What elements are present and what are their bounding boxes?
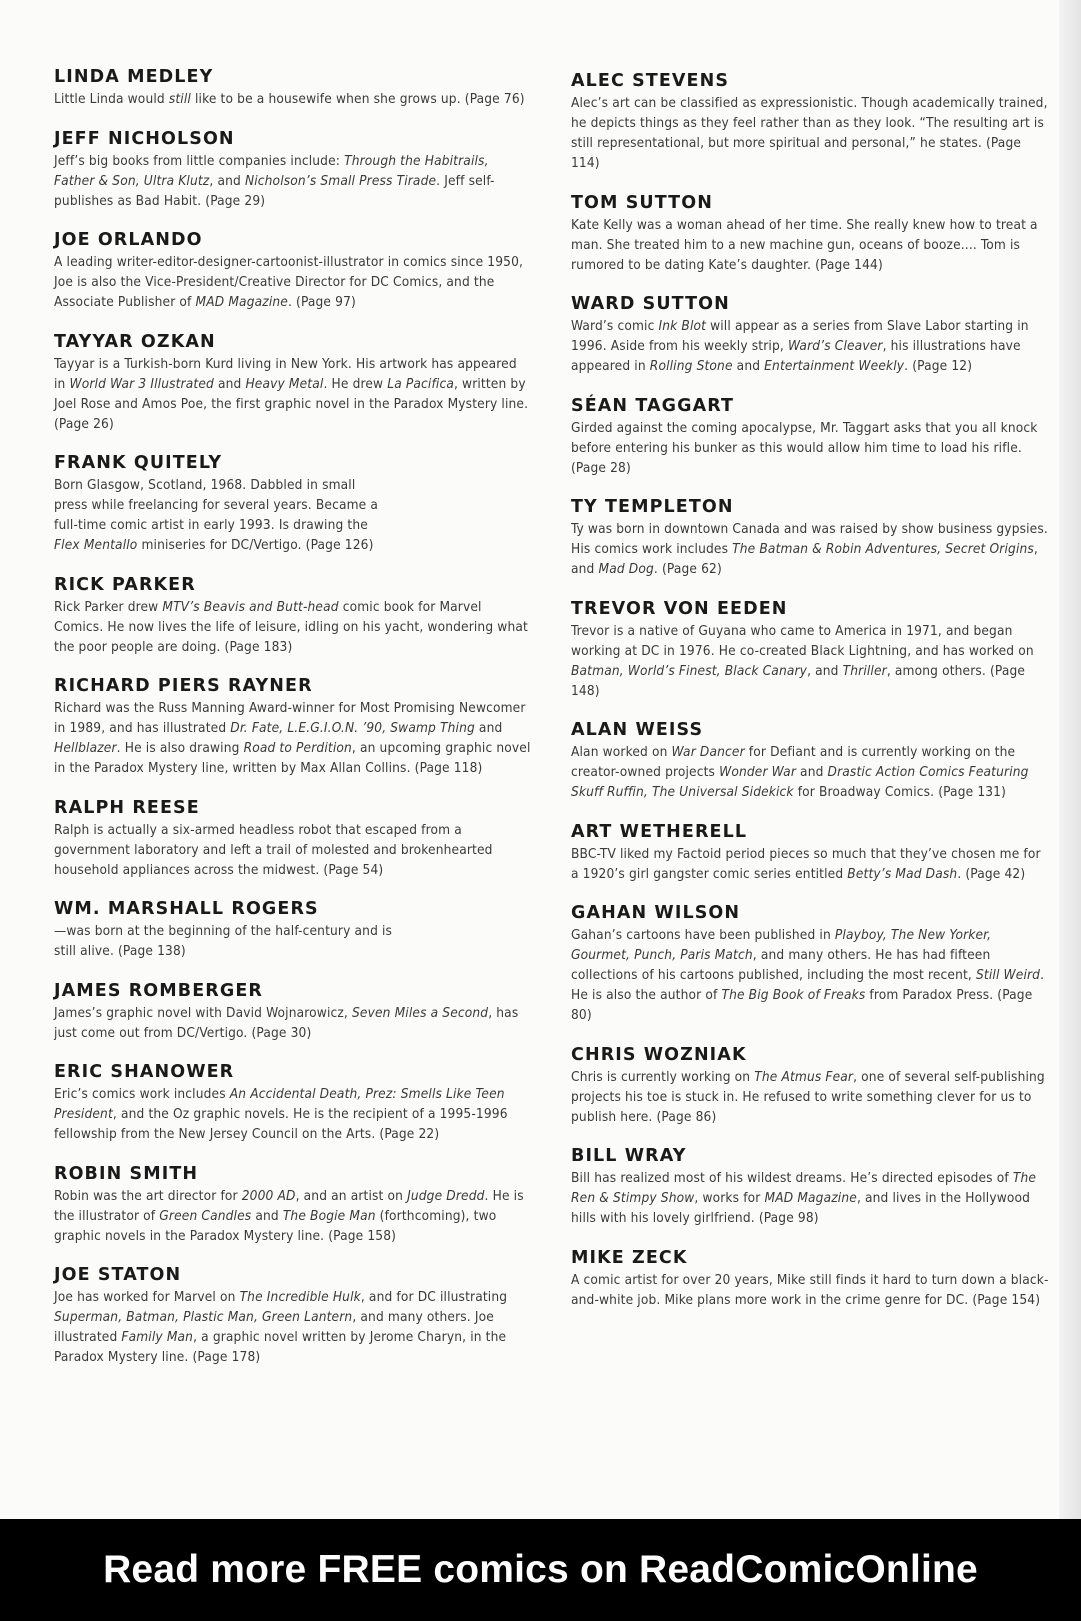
contributor-name: GAHAN WILSON [571,903,741,923]
page-edge-shadow [1059,0,1081,1519]
contributor-bio: Eric’s comics work includes An Accidental Death, Prez: Smells Like Teen President, and the Oz graphic novels. He is the recipient of a 1995-1996 fellowship from the New Jersey Council on the Arts. (Page 22) [54,1086,508,1142]
contributor-bio: Richard was the Russ Manning Award-winner for Most Promising Newcomer in 1989, and has illustrated Dr. Fate, L.E.G.I.O.N. ’90, Swamp Thing and Hellblazer. He is also drawing Road to Perdition, an upcoming graphic novel in the Paradox Mystery line, written by Max Allan Collins. (Page 118) [54,700,531,776]
contributor-entry [571,496,1051,579]
contributor-name: ART WETHERELL [571,821,748,842]
contributor-entry [54,980,532,1043]
contributor-name: WM. MARSHALL ROGERS [54,899,319,919]
contributor-entry [571,719,1051,802]
contributor-entry [571,598,1051,701]
contributor-name: RALPH REESE [54,797,200,818]
contributor-entry [571,293,1051,376]
contributor-name: ERIC SHANOWER [54,1062,235,1082]
contributor-name: FRANK QUITELY [54,453,223,473]
contributor-name: SÉAN TAGGART [571,395,735,416]
contributor-name: JOE STATON [54,1265,182,1285]
contributor-entry [54,229,532,312]
contributor-bio: Girded against the coming apocalypse, Mr. Taggart asks that you all knock before entering his bunker as this would allow him time to load his rifle. (Page 28) [571,419,1038,476]
readcomiconline-banner[interactable]: Read more FREE comics on ReadComicOnline [0,1519,1081,1621]
contributor-entry [54,1163,532,1246]
contributor-entry [571,1247,1051,1310]
contributor-name: ALAN WEISS [571,720,704,740]
contributor-name: CHRIS WOZNIAK [571,1044,747,1065]
contributor-entry [54,1061,532,1144]
contributor-bio: A leading writer-editor-designer-cartoonist-illustrator in comics since 1950, Joe is also the Vice-President/Creative Director for DC Comics, and the Associate Publisher of MAD Magazine. (Page 97) [54,254,524,310]
contributor-bio: Robin was the art director for 2000 AD, and an artist on Judge Dredd. He is the illustrator of Green Candles and The Bogie Man (forthcoming), two graphic novels in the Paradox Mystery line. (Page 158) [54,1187,524,1244]
contributor-bio: Tayyar is a Turkish-born Kurd living in New York. His artwork has appeared in World War 3 Illustrated and Heavy Metal. He drew La Pacifica, written by Joel Rose and Amos Poe, the first graphic novel in the Paradox Mystery line. (Page 26) [54,355,529,432]
contributor-bio: BBC-TV liked my Factoid period pieces so much that they’ve chosen me for a 1920’s girl gangster comic series entitled Betty’s Mad Dash. (Page 42) [571,845,1041,882]
contributor-name: ALEC STEVENS [571,71,730,91]
contributor-bio: Joe has worked for Marvel on The Incredible Hulk, and for DC illustrating Superman, Batman, Plastic Man, Green Lantern, and many others. Joe illustrated Family Man, a graphic novel written by Jerome Charyn, in the Paradox Mystery line. (Page 178) [54,1289,508,1365]
contributor-bio: A comic artist for over 20 years, Mike still finds it hard to turn down a black-and-white job. Mike plans more work in the crime genre for DC. (Page 154) [571,1271,1049,1308]
contributor-name: TY TEMPLETON [571,497,734,517]
contributor-name: TOM SUTTON [571,192,713,213]
contributor-bio: Alan worked on War Dancer for Defiant and is currently working on the creator-owned projects Wonder War and Drastic Action Comics Featuring Skuff Ruffin, The Universal Sidekick for Broadway Comics. (Page 131) [571,744,1029,800]
contributor-bio: —was born at the beginning of the half-century and is still alive. (Page 138) [54,923,393,959]
contributor-bio: Jeff’s big books from little companies include: Through the Habitrails, Father & Son, Ultra Klutz, and Nicholson’s Small Press Tirade. Jeff self-publishes as Bad Habit. (Page 29) [54,152,495,209]
contributor-name: WARD SUTTON [571,294,730,314]
contributor-bio: Gahan’s cartoons have been published in Playboy, The New Yorker, Gourmet, Punch, Paris Match, and many others. He has had fifteen collections of his cartoons published, including the most recent, Still Weird. He is also the author of The Big Book of Freaks from Paradox Press. (Page 80) [571,927,1045,1023]
contributor-name: JEFF NICHOLSON [54,128,235,149]
contributor-entry [54,1264,532,1367]
contributor-name: RICHARD PIERS RAYNER [54,676,313,696]
contributor-entry [54,128,532,211]
contributor-bio: Alec’s art can be classified as expressionistic. Though academically trained, he depicts things as they feel rather than as they look. “The resulting art is still representational, but more spiritual and personal,” he states. (Page 114) [571,95,1048,171]
contributor-entry [571,821,1051,884]
contributor-name: JAMES ROMBERGER [54,980,263,1001]
contributor-entry [571,902,1051,1025]
contributor-name: TREVOR VON EEDEN [571,598,788,619]
contributor-entry [54,898,532,961]
contributor-entry [571,1044,1051,1127]
contributor-entry [54,331,532,434]
contributor-bio: Ward’s comic Ink Blot will appear as a series from Slave Labor starting in 1996. Aside from his weekly strip, Ward’s Cleaver, his illustrations have appeared in Rolling Stone and Entertainment Weekly. (Page 12) [571,318,1029,374]
contributor-entry [571,1145,1051,1228]
contributor-bio: Bill has realized most of his wildest dreams. He’s directed episodes of The Ren & Stimpy Show, works for MAD Magazine, and lives in the Hollywood hills with his lovely girlfriend. (Page 98) [571,1170,1037,1226]
contributor-bio: Rick Parker drew MTV’s Beavis and Butt-head comic book for Marvel Comics. He now lives the life of leisure, idling on his yacht, wondering what the poor people are doing. (Page 183) [54,598,528,655]
contributor-bio: Kate Kelly was a woman ahead of her time. She really knew how to treat a man. She treated him to a new machine gun, oceans of booze.... Tom is rumored to be dating Kate’s daughter. (Page 144) [571,216,1038,273]
contributor-entry [571,395,1051,478]
contributor-entry [54,675,532,778]
contributor-entry [571,192,1051,275]
contributor-name: RICK PARKER [54,574,196,595]
contributor-entry [54,797,532,880]
contributor-entry [54,574,532,657]
contributor-bio: Chris is currently working on The Atmus Fear, one of several self-publishing projects his toe is stuck in. He refused to write something clever for us to publish here. (Page 86) [571,1068,1045,1125]
contributor-bio: Ty was born in downtown Canada and was raised by show business gypsies. His comics work includes The Batman & Robin Adventures, Secret Origins, and Mad Dog. (Page 62) [571,521,1048,577]
contributor-bio: James’s graphic novel with David Wojnarowicz, Seven Miles a Second, has just come out from DC/Vertigo. (Page 30) [54,1004,519,1041]
left-column [54,66,532,1386]
contributor-name: MIKE ZECK [571,1247,688,1268]
contributor-bio: Trevor is a native of Guyana who came to America in 1971, and began working at DC in 1976. He co-created Black Lightning, and has worked on Batman, World’s Finest, Black Canary, and Thriller, among others. (Page 148) [571,622,1034,699]
contributor-bio: Ralph is actually a six-armed headless robot that escaped from a government laboratory and left a trail of molested and brokenhearted household appliances across the midwest. (Page 54) [54,821,493,878]
contributor-name: JOE ORLANDO [54,230,203,250]
contributor-bio: Born Glasgow, Scotland, 1968. Dabbled in small press while freelancing for several years. Became a full-time comic artist in early 1993. Is drawing the Flex Mentallo miniseries for DC/Vertigo. (Page 126) [54,477,379,553]
contributor-name: ROBIN SMITH [54,1163,199,1184]
contributor-entry [54,452,532,555]
contributor-name: BILL WRAY [571,1146,687,1166]
contributor-entry [571,70,1051,173]
right-column [571,70,1051,1328]
contributor-entry [54,66,532,109]
contributor-bio: Little Linda would still like to be a housewife when she grows up. (Page 76) [54,91,525,107]
contributor-name: LINDA MEDLEY [54,67,214,87]
contributor-name: TAYYAR OZKAN [54,331,216,352]
